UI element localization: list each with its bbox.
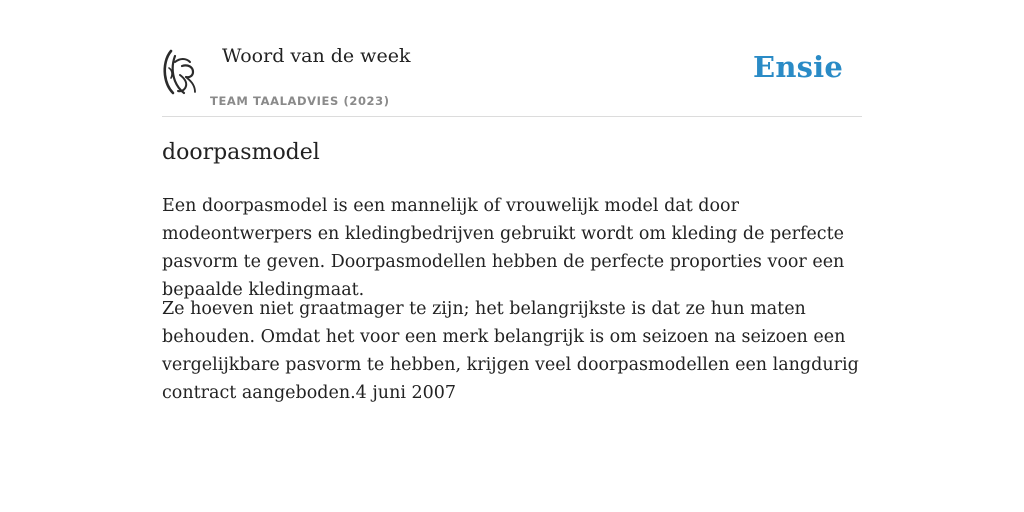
ensie-brand-logo[interactable]: Ensie <box>753 50 843 84</box>
header-title: Woord van de week <box>222 45 411 67</box>
definition-paragraph-2 <box>162 295 862 407</box>
definition-paragraph-2-text: Ze hoeven niet graatmager te zijn; het belangrijkste is dat ze hun maten behouden. Omdat het voor een merk belangrijk is om seizoen na seizoen een vergelijkbare pasvorm te hebben, krijgen veel doorpasmodellen een langdurig contract aangeboden. <box>162 299 859 403</box>
publication-date: 4 juni 2007 <box>355 383 457 403</box>
word-of-the-week-card <box>162 0 862 403</box>
word-title: doorpasmodel <box>162 140 320 165</box>
header-subtitle: TEAM TAALADVIES (2023) <box>210 94 390 108</box>
definition-paragraph-1: Een doorpasmodel is een mannelijk of vrouwelijk model dat door modeontwerpers en kledingbedrijven gebruikt wordt om kleding de perfecte pasvorm te geven. Doorpasmodellen hebben de perfecte proporties voor een bepaalde kledingmaat. <box>162 196 845 300</box>
card-header <box>162 0 862 117</box>
flemish-lion-logo-icon <box>162 48 198 96</box>
